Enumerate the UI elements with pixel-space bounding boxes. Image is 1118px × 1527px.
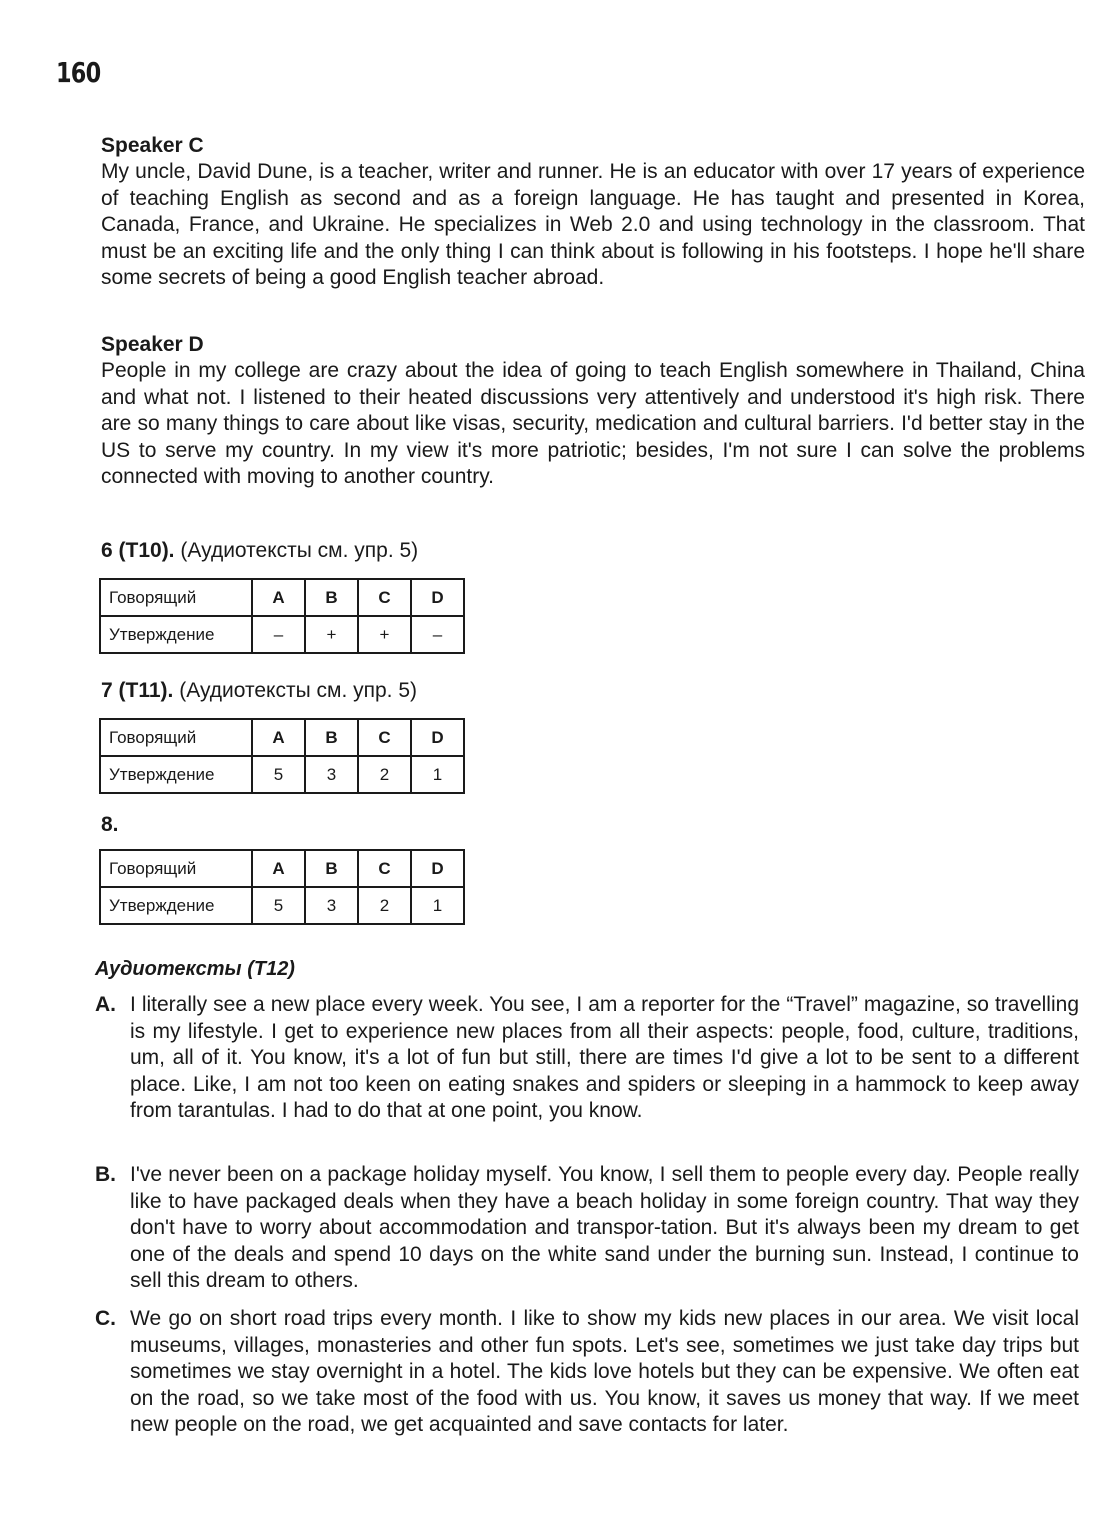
speaker-cell: A: [252, 850, 305, 887]
audio-texts-title: Аудиотексты (T12): [95, 958, 295, 980]
row-label: Утверждение: [100, 616, 252, 653]
speaker-d-text: People in my college are crazy about the idea of going to teach English somewhere in Thailand, China and what not. I listened to their heated discussions very attentively and understood it's high risk. There are so many things to care about like visas, security, medication and cultural barriers. I'd better stay in the US to serve my country. In my view it's more patriotic; besides, I'm not sure I can solve the problems connected with moving to another country.: [101, 359, 1085, 489]
answer-cell: –: [252, 616, 305, 653]
audio-item-text: I literally see a new place every week. You see, I am a reporter for the “Travel” magazine, so travelling is my lifestyle. I get to experience new places from all their aspects: people, food, culture, traditions, um, all of it. You know, it's a lot of fun but still, there are times I'd give a lot to be sent to a different place. Like, I am not too keen on eating snakes and spiders or sleeping in a hammock to keep away from tarantulas. I had to do that at one point, you know.: [130, 993, 1079, 1123]
table-row: [100, 719, 464, 756]
exercise-8-number: 8.: [101, 813, 119, 836]
speaker-cell: B: [305, 850, 358, 887]
speaker-cell: C: [358, 850, 411, 887]
table-row: [100, 579, 464, 616]
speaker-cell: A: [252, 579, 305, 616]
answer-cell: 5: [252, 756, 305, 793]
answer-cell: +: [305, 616, 358, 653]
audio-item-b: [95, 1162, 1079, 1295]
speaker-cell: D: [411, 850, 464, 887]
audio-item-letter: A.: [95, 993, 116, 1016]
exercise-7-heading: [101, 678, 1085, 704]
audio-item-letter: B.: [95, 1163, 116, 1186]
speaker-cell: B: [305, 579, 358, 616]
exercise-6-heading: [101, 538, 1085, 564]
answer-cell: +: [358, 616, 411, 653]
row-label: Говорящий: [100, 579, 252, 616]
speaker-c-section: [101, 133, 1085, 292]
answer-cell: 2: [358, 756, 411, 793]
speaker-cell: A: [252, 719, 305, 756]
speaker-cell: D: [411, 719, 464, 756]
answer-cell: –: [411, 616, 464, 653]
exercise-8-table: [99, 849, 465, 925]
row-label: Говорящий: [100, 850, 252, 887]
exercise-6-table: [99, 578, 465, 654]
answer-cell: 3: [305, 887, 358, 924]
answer-cell: 5: [252, 887, 305, 924]
speaker-c-title: Speaker C: [101, 134, 204, 157]
answer-cell: 1: [411, 887, 464, 924]
exercise-8-heading: [101, 812, 1085, 838]
audio-item-c: [95, 1306, 1079, 1439]
audio-item-letter: C.: [95, 1307, 116, 1330]
exercise-6-number: 6 (T10).: [101, 539, 175, 562]
exercise-7-note: (Аудиотексты см. упр. 5): [179, 679, 418, 702]
table-row: [100, 887, 464, 924]
speaker-d-section: [101, 332, 1085, 491]
speaker-d-title: Speaker D: [101, 333, 204, 356]
speaker-cell: B: [305, 719, 358, 756]
table-row: [100, 616, 464, 653]
audio-item-a: [95, 992, 1079, 1125]
answer-cell: 3: [305, 756, 358, 793]
table-row: [100, 756, 464, 793]
speaker-cell: D: [411, 579, 464, 616]
page-number: 160: [56, 56, 101, 89]
row-label: Говорящий: [100, 719, 252, 756]
audio-item-text: We go on short road trips every month. I like to show my kids new places in our area. We visit local museums, villages, monasteries and other fun spots. Let's see, sometimes we just take day trips but sometimes we stay overnight in a hotel. The kids love hotels but they can be expensive. We often eat on the road, so we take most of the food with us. You know, it saves us money that way. If we meet new people on the road, we get acquainted and save contacts for later.: [130, 1307, 1079, 1437]
row-label: Утверждение: [100, 756, 252, 793]
speaker-cell: C: [358, 579, 411, 616]
table-row: [100, 850, 464, 887]
exercise-7-number: 7 (T11).: [101, 679, 174, 702]
audio-item-text: I've never been on a package holiday myself. You know, I sell them to people every day. People really like to have packaged deals when they have a beach holiday in some foreign country. That way they don't have to worry about accommodation and transpor-tation. But it's always been my dream to get one of the deals and spend 10 days on the white sand under the burning sun. Instead, I continue to sell this dream to others.: [130, 1163, 1079, 1293]
exercise-7-table: [99, 718, 465, 794]
speaker-c-text: My uncle, David Dune, is a teacher, writer and runner. He is an educator with over 17 years of experience of teaching English as second and as a foreign language. He has taught and presented in Korea, Canada, France, and Ukraine. He specializes in Web 2.0 and using technology in the classroom. That must be an exciting life and the only thing I can think about is following in his footsteps. I hope he'll share some secrets of being a good English teacher abroad.: [101, 160, 1085, 290]
row-label: Утверждение: [100, 887, 252, 924]
answer-cell: 1: [411, 756, 464, 793]
speaker-cell: C: [358, 719, 411, 756]
exercise-6-note: (Аудиотексты см. упр. 5): [180, 539, 419, 562]
answer-cell: 2: [358, 887, 411, 924]
